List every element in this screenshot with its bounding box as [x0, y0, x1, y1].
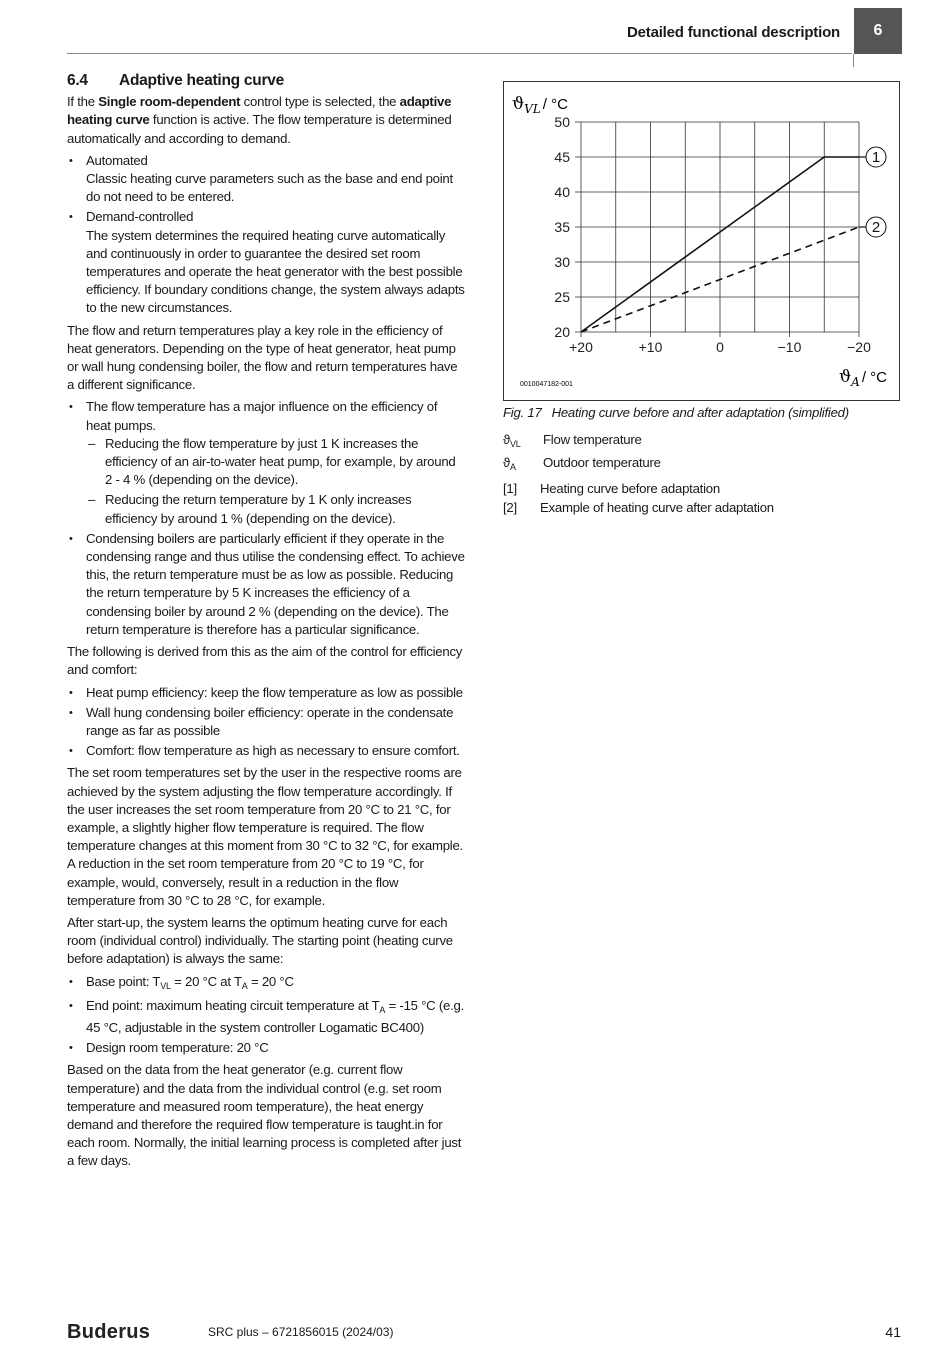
legend-row	[503, 431, 903, 454]
x-tick-label: −10	[777, 339, 802, 355]
chart-grid	[581, 122, 859, 332]
y-tick-label: 45	[554, 149, 570, 165]
section-heading	[67, 72, 465, 90]
legend-text: Outdoor temperature	[543, 454, 661, 470]
series-marker-label: 2	[871, 219, 881, 236]
start-point-list	[67, 973, 465, 1058]
heating-curve-chart	[504, 82, 901, 402]
list-item: – Reducing the return temperature by 1 K only increases efficiency by around 1 % (depending on the device).	[86, 491, 465, 527]
efficiency-list	[67, 398, 465, 639]
list-item: • Design room temperature: 20 °C	[67, 1039, 465, 1057]
x-axis-label: $ϑ_A / ^\circ C$	[839, 367, 887, 389]
x-tick-label: +10	[638, 339, 663, 355]
chart-ticks	[554, 114, 871, 355]
intro-text: If the	[67, 94, 99, 110]
figure-frame	[503, 81, 900, 401]
flow-sub-list	[86, 435, 465, 528]
y-axis-label: $ϑ_{VL} / ^\circ C$	[512, 94, 568, 116]
header-title: Detailed functional description	[627, 24, 840, 41]
chapter-badge: 6	[854, 8, 902, 54]
footer-document-id: SRC plus – 6721856015 (2024/03)	[208, 1325, 394, 1339]
list-item: • Wall hung condensing boiler efficiency: operate in the condensate range as far as possible	[67, 704, 465, 740]
section-title: Adaptive heating curve	[119, 72, 285, 89]
legend-row	[503, 480, 903, 499]
figure-legend	[503, 431, 903, 517]
page-number: 41	[885, 1324, 901, 1340]
list-item: – Reducing the flow temperature by just 1 K increases the efficiency of an air-to-water heat pump, for example, by around 2 - 4 % (depending on the device).	[86, 435, 465, 490]
list-item: • Comfort: flow temperature as high as necessary to ensure comfort.	[67, 742, 465, 760]
section-number: 6.4	[67, 72, 88, 89]
mode-text: Classic heating curve parameters such as the base and end point do not need to be entered.	[86, 171, 453, 205]
y-tick-label: 20	[554, 324, 570, 340]
main-column	[67, 72, 465, 1175]
list-item: • End point: maximum heating circuit temperature at $T_A = -15$ °C (e.g. 45 °C, adjustable in the system controller Logamatic BC400)	[67, 997, 465, 1037]
legend-text: Example of heating curve after adaptation	[540, 499, 774, 515]
y-tick-label: 35	[554, 219, 570, 235]
flow-return-paragraph: The flow and return temperatures play a key role in the efficiency of heat generators. Depending on the type of heat generator, heat pump or wall hung condensing boiler, the flow and return temperatures have a different significance.	[67, 322, 458, 393]
figure-caption-text: Heating curve before and after adaptation (simplified)	[551, 405, 849, 420]
mode-title: • Automated	[86, 152, 148, 168]
legend-key: [1]	[503, 481, 517, 496]
mode-text: The system determines the required heating curve automatically and continuously in order to guarantee the desired set room temperatures and operate the heat generator with the best possible efficiency. If boundary conditions change, the system always adapts to the new circumstances.	[86, 227, 465, 316]
figure-number: Fig. 17	[503, 405, 542, 420]
legend-key: [2]	[503, 499, 517, 515]
x-tick-label: −20	[847, 339, 871, 355]
legend-row	[503, 454, 903, 477]
boiler-bullet-text: • Condensing boilers are particularly efficient if they operate in the condensing range and thus utilise the condensing effect. To achieve this, the return temperature must be as low as possible. Reducing the return temperature by 5 K increases the efficiency of a condensing boiler by around 2 % (depending on the device). The return temperature is therefore has a particular significance.	[86, 530, 465, 637]
learning-paragraph: After start-up, the system learns the optimum heating curve for each room (individual control) individually. The starting point (heating curve before adaptation) is always the same:	[67, 914, 453, 967]
aim-paragraph: The following is derived from this as the aim of the control for efficiency and comfort:	[67, 644, 463, 678]
list-item	[67, 208, 465, 317]
legend-symbol: $ϑ_A$	[503, 454, 516, 472]
mode-title: • Demand-controlled	[86, 209, 194, 225]
list-item	[67, 530, 465, 639]
legend-symbol: $ϑ_{VL}$	[503, 432, 521, 449]
intro-bold-function: adaptive heating curve	[67, 94, 452, 128]
set-room-paragraph: The set room temperatures set by the user in the respective rooms are achieved by the system adjusting the flow temperature accordingly. If the user increases the set room temperature from 20 °C to 21 °C, for example, a slightly higher flow temperature is required. The flow temperature changes at this moment from 30 °C to 32 °C, for example. A reduction in the set room temperature from 20 °C to 19 °C, for example, would, conversely, result in a reduction in the flow temperature from 30 °C to 28 °C, for example.	[67, 765, 463, 908]
intro-paragraph	[67, 93, 465, 148]
y-tick-label: 40	[554, 184, 570, 200]
list-item	[67, 398, 465, 527]
y-tick-label: 30	[554, 254, 570, 270]
intro-bold-control-type: Single room-dependent	[98, 94, 241, 110]
flow-bullet-text: • The flow temperature has a major influence on the efficiency of heat pumps.	[86, 399, 438, 433]
y-tick-label: 25	[554, 289, 570, 305]
x-tick-label: 0	[716, 339, 724, 355]
legend-row	[503, 499, 903, 518]
chapter-tick	[853, 54, 854, 67]
header-rule	[67, 53, 852, 54]
intro-text: function is active. The flow temperature is determined automatically and according to demand.	[67, 112, 452, 146]
legend-text: Flow temperature	[543, 432, 642, 447]
list-item: • Base point: $T_{VL} = 20$ °C at $T_A = 20$ °C	[67, 973, 465, 995]
mode-list	[67, 152, 465, 318]
image-id-label: 0010047182-001	[520, 381, 573, 388]
aims-list	[67, 684, 465, 761]
intro-text: control type is selected, the	[240, 94, 400, 110]
series-marker-label: 1	[871, 149, 881, 166]
list-item	[67, 152, 465, 207]
figure-caption	[503, 405, 849, 420]
list-item: • Heat pump efficiency: keep the flow temperature as low as possible	[67, 684, 465, 702]
final-paragraph: Based on the data from the heat generator (e.g. current flow temperature) and the data from the individual control (e.g. set room temperature and measured room temperature), the heat energy demand and therefore the required flow temperature is taught.in for each room. Normally, the initial learning process is completed after just a few days.	[67, 1062, 462, 1169]
y-tick-label: 50	[554, 114, 570, 130]
x-tick-label: +20	[569, 339, 593, 355]
buderus-logo: Buderus	[67, 1321, 151, 1343]
series-markers	[859, 147, 886, 237]
legend-text: Heating curve before adaptation	[540, 481, 720, 496]
